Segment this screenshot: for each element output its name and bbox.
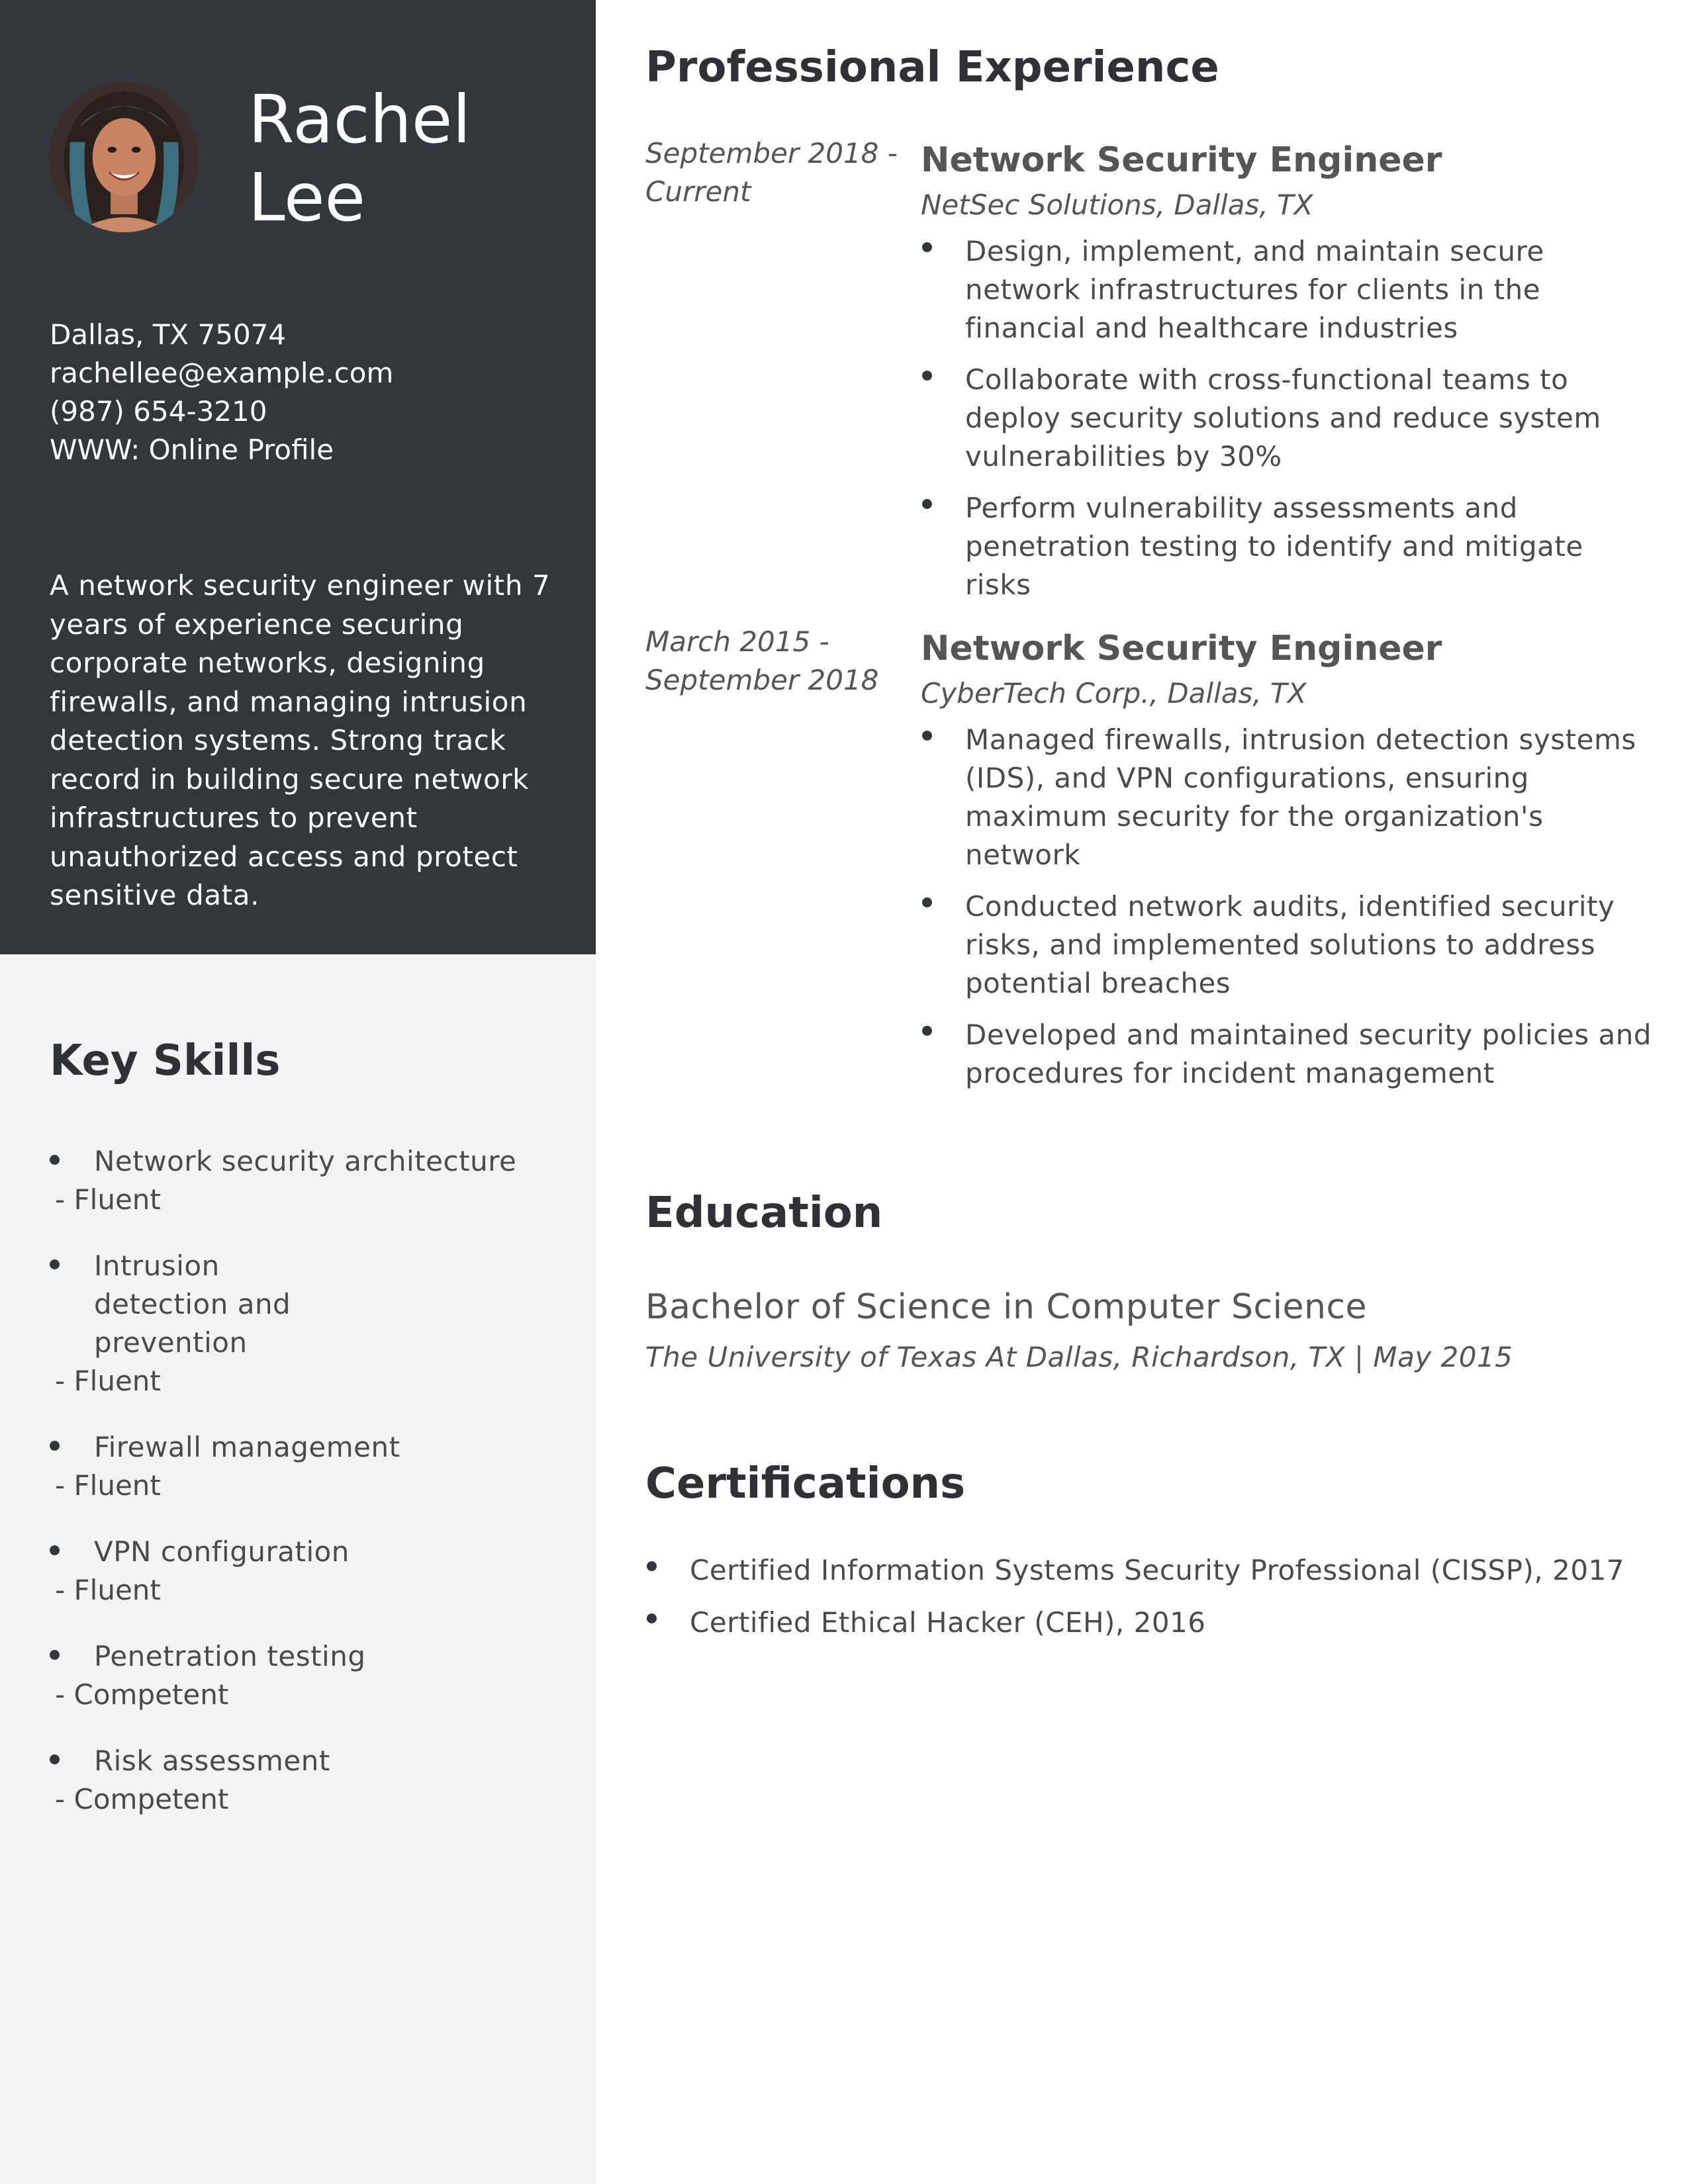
- avatar: [49, 82, 199, 232]
- skill-level: - Fluent: [55, 1365, 161, 1397]
- job-dates: March 2015 - September 2018: [645, 625, 879, 696]
- sidebar-header: [0, 0, 596, 954]
- bullet-icon: [647, 1614, 657, 1623]
- responsibility-text: Collaborate with cross-functional teams to deploy security solutions and reduce system vulnerabilities by 30%: [965, 363, 1601, 473]
- bullet-icon: [922, 499, 932, 509]
- skill-level: - Fluent: [55, 1183, 161, 1216]
- list-item: [645, 1604, 1652, 1642]
- job-dates: September 2018 - Current: [645, 137, 898, 208]
- bullet-icon: [50, 1259, 60, 1269]
- bullet-icon: [50, 1650, 60, 1660]
- list-item: [921, 887, 1656, 1003]
- list-item: [645, 1551, 1652, 1590]
- skill-name: Network security architecture: [94, 1145, 517, 1177]
- email[interactable]: rachellee@example.com: [50, 357, 394, 389]
- experience-heading: Professional Experience: [645, 43, 1219, 92]
- bullet-icon: [50, 1754, 60, 1764]
- job-title: Network Security Engineer: [921, 629, 1442, 668]
- address: Dallas, TX 75074: [50, 318, 287, 351]
- skill-item: [50, 1637, 566, 1714]
- skills-heading: Key Skills: [50, 1036, 281, 1085]
- bullet-icon: [647, 1561, 657, 1571]
- certifications-heading: Certifications: [645, 1459, 966, 1508]
- responsibility-text: Managed firewalls, intrusion detection systems (IDS), and VPN configurations, ensuring maximum security for the organization's network: [965, 723, 1636, 871]
- phone[interactable]: (987) 654-3210: [50, 395, 267, 428]
- school: The University of Texas At Dallas, Richardson, TX | May 2015: [645, 1341, 1513, 1373]
- skill-level: - Fluent: [55, 1574, 161, 1606]
- responsibility-text: Conducted network audits, identified security risks, and implemented solutions to address potential breaches: [965, 890, 1615, 999]
- bullet-icon: [50, 1441, 60, 1451]
- contact-info: [50, 316, 566, 469]
- list-item: [921, 489, 1656, 604]
- responsibility-text: Perform vulnerability assessments and penetration testing to identify and mitigate risks: [965, 492, 1583, 601]
- skill-item: [50, 1247, 566, 1400]
- responsibility-text: Developed and maintained security policies and procedures for incident management: [965, 1019, 1652, 1089]
- job-responsibilities: [921, 232, 1656, 604]
- skill-item: [50, 1533, 566, 1610]
- bullet-icon: [922, 897, 932, 907]
- education-heading: Education: [645, 1189, 883, 1238]
- bullet-icon: [922, 731, 932, 741]
- job-responsibilities: [921, 721, 1656, 1093]
- candidate-name: [248, 81, 579, 237]
- skill-item: [50, 1428, 566, 1505]
- skill-item: [50, 1742, 566, 1819]
- certifications-list: [645, 1551, 1652, 1656]
- certification-text: Certified Ethical Hacker (CEH), 2016: [690, 1606, 1206, 1639]
- job-details: [921, 134, 1656, 617]
- website-link[interactable]: WWW: Online Profile: [50, 433, 334, 466]
- profile-photo-icon: [49, 82, 199, 232]
- skill-item: [50, 1142, 566, 1219]
- first-name: Rachel: [248, 81, 471, 158]
- job-company: NetSec Solutions, Dallas, TX: [921, 189, 1313, 221]
- skill-name: Risk assessment: [94, 1745, 330, 1777]
- list-item: [921, 232, 1656, 347]
- job-title: Network Security Engineer: [921, 140, 1442, 180]
- certification-text: Certified Information Systems Security Professional (CISSP), 2017: [690, 1554, 1624, 1586]
- bullet-icon: [50, 1545, 60, 1555]
- responsibility-text: Design, implement, and maintain secure network infrastructures for clients in the financial and healthcare industries: [965, 235, 1544, 344]
- skill-level: - Competent: [55, 1783, 229, 1815]
- bullet-icon: [50, 1155, 60, 1165]
- sidebar: [0, 0, 596, 2184]
- last-name: Lee: [248, 159, 366, 236]
- list-item: [921, 721, 1656, 874]
- skill-name: VPN configuration: [94, 1535, 350, 1568]
- job-company: CyberTech Corp., Dallas, TX: [921, 677, 1307, 709]
- bullet-icon: [922, 1026, 932, 1036]
- skills-list: [50, 1142, 566, 1846]
- bullet-icon: [922, 242, 932, 252]
- bullet-icon: [922, 371, 932, 381]
- list-item: [921, 361, 1656, 476]
- degree: Bachelor of Science in Computer Science: [645, 1287, 1368, 1327]
- skill-level: - Competent: [55, 1678, 229, 1711]
- professional-summary: A network security engineer with 7 years of experience securing corporate networks, designing firewalls, and managing intrusion detection systems. Strong track record in building secure network infrastructures to prevent unauthorized access and protect sensitive data.: [50, 569, 551, 911]
- skill-name: Intrusion detection and prevention: [94, 1250, 291, 1359]
- job-details: [921, 623, 1656, 1106]
- skill-name: Firewall management: [94, 1431, 400, 1463]
- skill-level: - Fluent: [55, 1469, 161, 1502]
- list-item: [921, 1016, 1656, 1093]
- skill-name: Penetration testing: [94, 1640, 366, 1672]
